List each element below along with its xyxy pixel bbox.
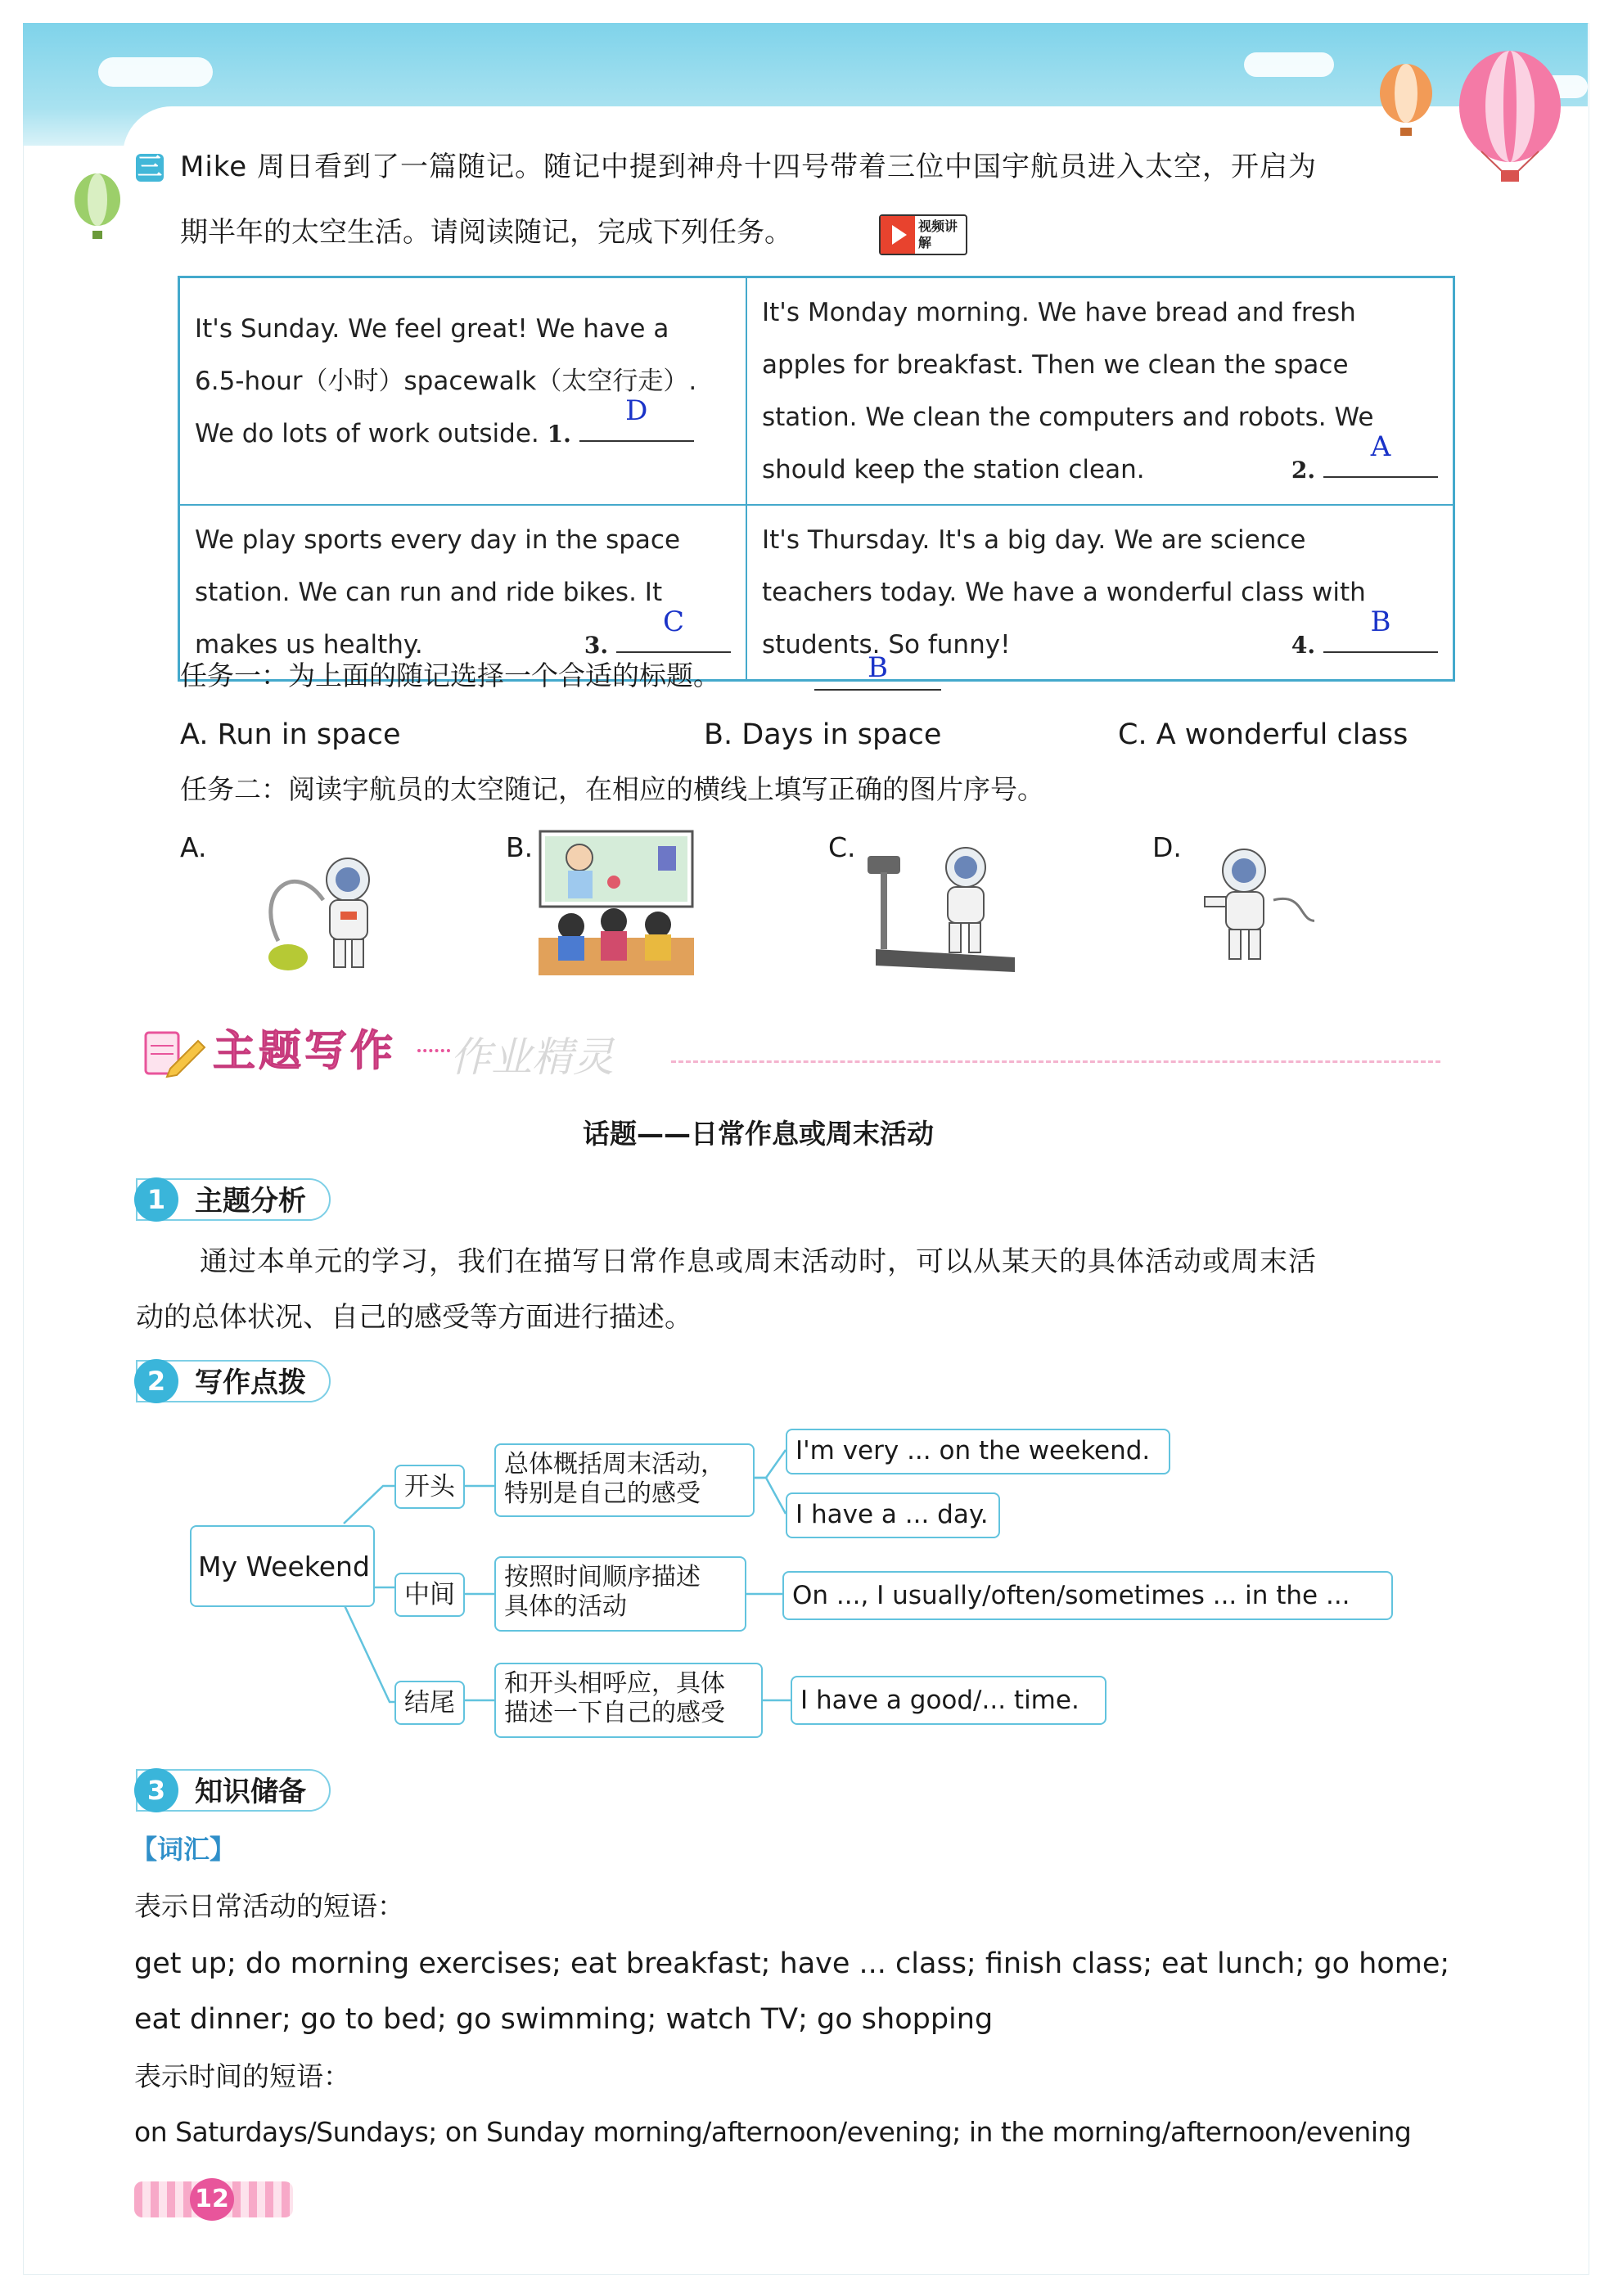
branch-desc-ending [494, 1663, 763, 1738]
diary-line: It's Thursday. It's a big day. We are science [762, 525, 1306, 555]
vocab-tag: 【词汇】 [131, 1834, 237, 1865]
branch-label-middle: 中间 [394, 1573, 465, 1617]
branch-desc-middle [494, 1556, 746, 1632]
section-1-number: 1 [134, 1177, 178, 1222]
diary-line: It's Monday morning. We have bread and fresh [762, 298, 1356, 327]
section-3-number: 3 [134, 1768, 178, 1812]
section-1-title: 主题分析 [195, 1185, 306, 1218]
daily-phrases-line-2: eat dinner; go to bed; go swimming; watch TV; go shopping [134, 2003, 994, 2036]
picture-label-a: A. [180, 831, 207, 863]
answer-text: C [662, 606, 684, 638]
diary-line: teachers today. We have a wonderful class with [762, 578, 1366, 607]
intro-line-1: Mike 周日看到了一篇随记。随记中提到神舟十四号带着三位中国宇航员进入太空，开启为 [180, 151, 1317, 183]
task2-prompt: 任务二：阅读宇航员的太空随记，在相应的横线上填写正确的图片序号。 [180, 773, 1044, 805]
blank-number: 4. [1291, 632, 1316, 659]
blank-number: 3. [584, 632, 609, 659]
section-3-title: 知识储备 [195, 1776, 306, 1808]
example-ending: I have a good/... time. [791, 1676, 1106, 1725]
intro-line-2: 期半年的太空生活。请阅读随记，完成下列任务。 [180, 216, 792, 249]
section-2-number: 2 [134, 1359, 178, 1403]
desc-line: 具体的活动 [504, 1592, 627, 1621]
task1-option-c: C. A wonderful class [1118, 718, 1408, 751]
diary-line: station. We clean the computers and robots. We [762, 403, 1374, 432]
task1-option-a: A. Run in space [180, 718, 401, 751]
picture-label-b: B. [506, 831, 534, 863]
topic-title: 话题——日常作息或周末活动 [583, 1118, 934, 1150]
example-opening-1: I'm very ... on the weekend. [786, 1429, 1170, 1474]
desc-line: 按照时间顺序描述 [504, 1563, 701, 1591]
branch-desc-opening [494, 1443, 755, 1517]
diary-text: makes us healthy. [195, 630, 423, 660]
diary-text: students. So funny! [762, 630, 1011, 660]
desc-line: 描述一下自己的感受 [504, 1699, 725, 1727]
diary-line: We play sports every day in the space [195, 525, 681, 555]
blank-number: 1. [547, 421, 571, 448]
diary-line: station. We can run and ride bikes. It [195, 578, 663, 607]
section-number-badge: 三 [137, 153, 162, 182]
answer-text: D [625, 394, 648, 427]
watermark: 作业精灵 [450, 1033, 614, 1081]
diary-text: should keep the station clean. [762, 455, 1145, 484]
task1-prompt: 任务一：为上面的随记选择一个合适的标题。 [180, 660, 720, 691]
branch-label-opening: 开头 [394, 1465, 465, 1509]
video-explain-label: 视频讲解 [918, 218, 958, 250]
example-opening-2: I have a ... day. [786, 1492, 1000, 1538]
time-phrases-label: 表示时间的短语： [134, 2060, 350, 2092]
diary-line: It's Sunday. We feel great! We have a [195, 314, 669, 344]
blank-number: 2. [1291, 457, 1316, 484]
answer-text: A [1370, 430, 1391, 463]
example-middle: On ..., I usually/often/sometimes ... in the ... [782, 1571, 1393, 1620]
picture-label-c: C. [828, 831, 856, 863]
section-1-para-line-1: 通过本单元的学习，我们在描写日常作息或周末活动时，可以从某天的具体活动或周末活 [200, 1245, 1317, 1278]
page-number: 12 [190, 2178, 234, 2221]
task1-answer: B [868, 651, 888, 684]
writing-banner-title: 主题写作 [213, 1027, 397, 1076]
time-phrases-line: on Saturdays/Sundays; on Sunday morning/afternoon/evening; in the morning/afternoon/evening [134, 2116, 1412, 2148]
daily-phrases-line-1: get up; do morning exercises; eat breakfast; have ... class; finish class; eat lunch; go home; [134, 1947, 1450, 1980]
desc-line: 特别是自己的感受 [504, 1479, 701, 1508]
section-2-title: 写作点拨 [195, 1366, 306, 1399]
branch-label-ending: 结尾 [394, 1681, 465, 1725]
desc-line: 和开头相呼应，具体 [504, 1669, 725, 1698]
daily-phrases-label: 表示日常活动的短语： [134, 1890, 404, 1922]
picture-label-d: D. [1152, 831, 1182, 863]
section-1-para-line-2: 动的总体状况、自己的感受等方面进行描述。 [136, 1301, 692, 1334]
mindmap-root: My Weekend [190, 1525, 375, 1607]
diary-text: We do lots of work outside. [195, 419, 539, 448]
task1-option-b: B. Days in space [704, 718, 942, 751]
desc-line: 总体概括周末活动， [504, 1450, 725, 1479]
diary-line: 6.5-hour（小时）spacewalk（太空行走）. [195, 367, 697, 396]
answer-text: B [1370, 606, 1391, 638]
diary-line: apples for breakfast. Then we clean the space [762, 350, 1349, 380]
